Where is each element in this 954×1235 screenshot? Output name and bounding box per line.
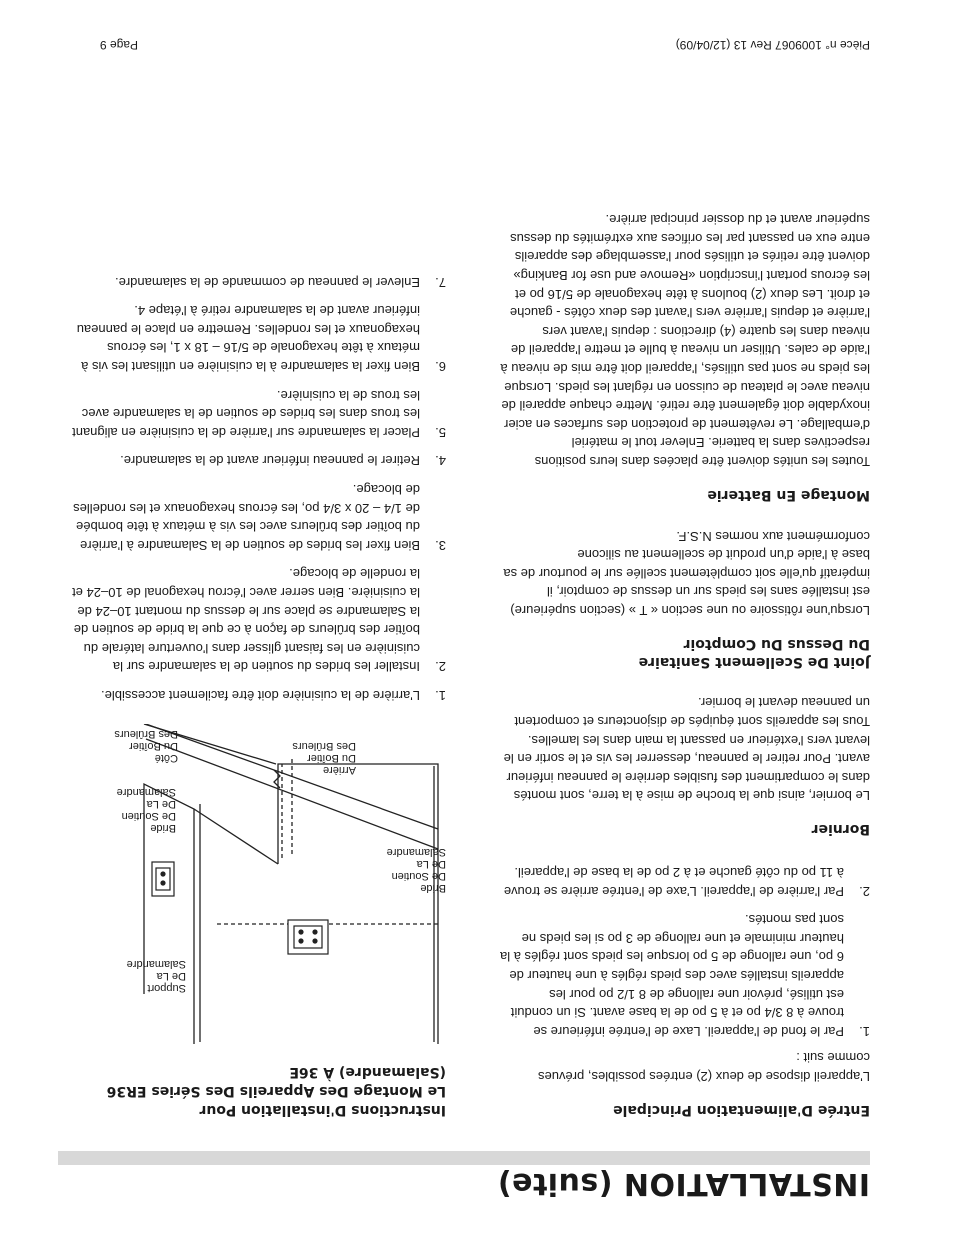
step-text: Retirer le panneau inférieur avant de la salamandre. [120,453,420,469]
label-support: Support De La Salamandre [126,958,186,994]
bracket-right [152,862,174,896]
main-power-intro: L'appareil dispose de deux (2) entrées possibles, prévues comme suit : [537,1050,870,1084]
page-title: INSTALLATION (suite) [497,1166,870,1201]
salamander-mount-diagram [76,724,446,1054]
step-number: 2. [859,883,870,899]
label-bracket-left: Bride De Soutien De La Salamandre [386,846,446,894]
step-text: Par l'arrière de l'appareil. L'axe de l'entrée arrière se trouve à 11 po du côté gauche et à 2 po de la base de l'appareil. [503,865,844,899]
step-number: 5. [435,424,446,440]
title-underline-bar [58,1151,870,1165]
step-number: 4. [435,453,446,469]
title-line-1: Instructions D'installation Pour [199,1102,446,1118]
list-item [70,685,446,704]
left-column [500,202,870,1119]
step-text: L'arrière de la cuisinière doit être facilement accessible. [101,688,420,703]
list-item [70,272,446,291]
step-number: 1. [435,688,446,703]
heading-sanitary-seal [500,635,870,671]
base-rail-back [194,809,278,864]
installation-instructions-title [70,1062,446,1119]
step-number: 1. [859,1023,870,1039]
label-bracket-right: Bride De Soutien De La Salamandre [116,786,176,834]
list-item [70,385,446,441]
main-power-steps [500,862,870,1039]
footer-page-number: Page 9 [99,38,138,52]
right-column [70,262,446,1119]
step-text: Enlever le panneau de commande de la salamandre. [115,274,420,290]
step-number: 2. [435,659,446,675]
list-item [70,451,446,470]
footer-part-number: Pièce n° 1009067 Rev 13 (12/04/09) [675,38,870,52]
heading-main-power: Entrée D'alimentation Principale [613,1102,870,1118]
title-line-3: (Salamandre) À 36E [289,1064,446,1080]
step-text: Installer les brides du soutien de la salamandre sur la cuisinière en les faisant glisser dans l'ouverture latérale du boîtier des brûleurs de façon à ce que la bride de soutien de la Salamandre se place sur le dessus du montant 10–24 de la cuisinière. Bien serrer avec l'écrou hexagonal de 10–24 et la rondelle de blocage. [72,566,420,675]
step-number: 3. [435,537,446,553]
list-item [500,910,870,1040]
break-mark [274,770,280,788]
list-item [70,479,446,553]
heading-terminal-block: Bornier [811,821,870,838]
step-number: 7. [435,274,446,290]
list-item [500,862,870,899]
step-number: 6. [435,359,446,375]
step-text: Bien fixer la salamandre à la cuisinière en utilisant les vis à métaux à tête hexagonale de 5/16 – 18 x 1, les écrous hexagonaux et les rondelles. Remettre en place le panneau inférieur avant de la salamandre retiré à l'étape 4. [76,303,420,375]
salamander-body-outline [278,764,438,1044]
label-burner-box-rear: Arrière Du Boîtier Des Brûleurs [292,740,356,776]
step-text: Par le fond de l'appareil. Laxe de l'entrée inférieure se trouve à 8 3/4 po et à 5 po de la base avant. Si un conduit est utilisé, prévoir une rallonge de 8 1/2 po pour les appareils installés avec des pieds réglés à une hauteur de 6 po, une rallonge de 5 po lorsque les pieds sont réglés à la hauteur minimale et une rallonge de 3 po si les pieds ne sont pas montés. [499,912,844,1039]
terminal-block-text: Le bornier, ainsi que la broche de mise à la terre, sont montés dans le compartiment des fusibles derrière le panneau inférieur avant. Pour retirer le panneau, desserrer les vis et le sortir en le levant vers l'extérieur en passant la main dans les lamelles. Tous les appareils sont équipés de disjoncteurs et comportent un panneau devant le bornier. [503,695,870,804]
bracket-left [288,920,328,954]
list-item [70,301,446,375]
heading-sanitary-seal-line2: Du Dessus Du Comptoir [683,635,870,652]
step-text: Placer la salamandre sur l'arrière de la cuisinière en alignant les trous dans les brides de soutien de la salamandre avec les trous de la cuisinière. [72,387,420,440]
step-text: Bien fixer les brides de soutien de la Salamandre à l'arrière du boîtier des brûleurs avec les vis à métaux à tête bombée de 1/4 – 20 x 3/4 po, les écrous hexagonaux et les rondelles de blocage. [73,482,420,553]
installation-steps [70,272,446,704]
list-item [70,564,446,676]
heading-sanitary-seal-line1: Joint De Scellement Sanitaire [638,653,870,670]
sanitary-seal-text: Lorsqu'une rôtissoire ou une section « T » (section supérieure) est installée sans les pieds sur un dessus de comptoir, il impératif qu'elle soit complètement scellée sur le pourtour de sa base à l'aide d'un produit de scellement au silicone conformément aux normes N.S.F. [503,528,870,618]
title-line-2: Le Montage Des Appareils Des Séries ER36 [106,1083,446,1099]
heading-battery-mount: Montage En Batterie [707,486,870,503]
battery-mount-text: Toutes les unités doivent être placées dans leurs positions respectives dans la batterie. Enlever tout le matériel d'emballage. Le revêtement de protection des surfaces en acier inoxydable doit également être retiré. Mettre chaque appareil de niveau avec le plateau de cuisson en réglant les pieds. Lorsque les pieds ne sont pas utilisés, l'appareil doit être mis de niveau à l'aide de cales. Utiliser un niveau à bulle et mettre l'appareil de niveau dans les quatre (4) directions : depuis l'avant vers l'arrière et depuis l'arrière vers l'avant des deux côtés - gauche et droit. Les deux (2) boulons à tête hexagonale de 5/16 po et les écrous portant l'inscription «Remove and use for Banking» doivent être retirés et utilisés pour l'assemblage des appareils entre eux en passant par les orifices aux extrémités du dessus supérieur avant et du dossier principal arrière. [500,212,870,469]
label-burner-box-side: Côté Du Boîtier Des Brûleurs [114,728,178,764]
